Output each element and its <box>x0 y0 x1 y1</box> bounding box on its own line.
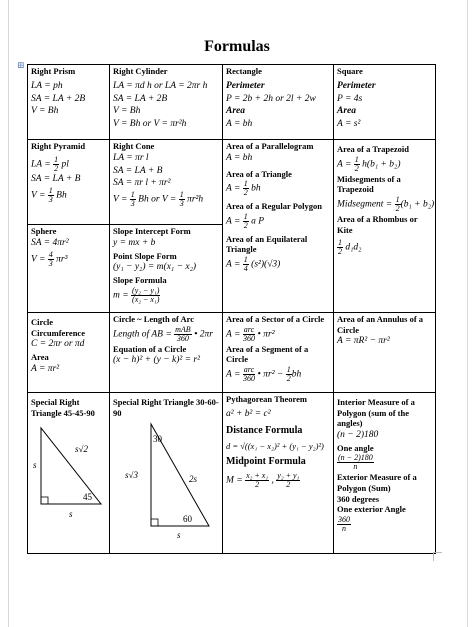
subheading: Perimeter <box>226 80 265 91</box>
formula: V = Bh <box>31 106 59 117</box>
cell-heading: Distance Formula <box>226 424 303 436</box>
formula: (n − 2)180 <box>337 429 379 440</box>
cell-heading: Right Cone <box>113 141 155 151</box>
bottom-angle-label: 60 <box>183 514 192 525</box>
cell-heading: Special Right Triangle 45-45-90 <box>31 397 95 418</box>
formulas-table <box>27 64 436 554</box>
cell-circle <box>28 313 110 393</box>
cell-heading: Rectangle <box>226 66 262 76</box>
table-row <box>28 140 436 225</box>
cell-rectangle <box>223 65 334 140</box>
subheading: Perimeter <box>337 80 376 91</box>
formula: $\frac{360}{n}$ <box>338 514 350 533</box>
formula: V = $\frac{4}{3}$ πr³ <box>31 249 68 268</box>
cell-heading: Midsegments of a Trapezoid <box>337 173 401 195</box>
formula: V = $\frac{1}{3}$ Bh or V = $\frac{1}{3}$ πr²h <box>113 190 204 209</box>
base-label: s <box>69 509 73 520</box>
formula: A = $\frac{1}{2}$ h(b₁ + b₂) <box>337 154 401 173</box>
leg-label: s√3 <box>125 470 138 481</box>
formula: A = $\frac{1}{2}$ bh <box>226 179 261 198</box>
cell-square <box>334 65 436 140</box>
hypotenuse-label: s√2 <box>75 444 88 455</box>
cell-heading: Sphere <box>31 226 57 236</box>
formula: V = $\frac{1}{3}$ Bh <box>31 185 67 204</box>
formula: LA = πd h or LA = 2πr h <box>113 80 208 91</box>
table-row <box>28 313 436 393</box>
cell-heading: Area of an Annulus of a Circle <box>337 314 424 335</box>
formula: P = 4s <box>337 93 363 104</box>
formula: LA = ph <box>31 80 63 91</box>
cell-sphere <box>28 225 110 313</box>
formula: (y₁ − y₂) = m(x₁ − x₂) <box>113 262 197 273</box>
cell-parallelogram <box>223 140 334 313</box>
cell-heading: Area of a Segment of a Circle <box>226 343 309 365</box>
formula: SA = LA + 2B <box>113 93 168 104</box>
cell-heading: Area of a Parallelogram <box>226 141 314 151</box>
table-move-handle-icon[interactable]: ⊞ <box>17 60 25 70</box>
formula: C = 2πr or πd <box>31 339 85 350</box>
cell-heading: Circle ~ Length of Arc <box>113 314 195 324</box>
cell-polygon-measures <box>334 393 436 554</box>
formula: SA = πr l + πr² <box>113 178 171 189</box>
cell-arc <box>110 313 223 393</box>
cell-heading: Interior Measure of a Polygon (sum of the angles) <box>337 397 415 429</box>
cell-triangle-45-45-90 <box>28 393 110 554</box>
cell-heading: Area of an Equilateral Triangle <box>226 233 308 255</box>
cell-heading: Area of a Sector of a Circle <box>226 314 325 324</box>
formula: P = 2b + 2h or 2l + 2w <box>226 93 316 104</box>
cell-heading: Square <box>337 66 363 76</box>
formula: A = bh <box>226 152 253 163</box>
formula: (x − h)² + (y − k)² = r² <box>113 355 200 366</box>
top-angle-label: 30 <box>153 434 162 445</box>
cell-sector <box>223 313 334 393</box>
cell-heading: Area of a Trapezoid <box>337 144 410 154</box>
formula: A = $\frac{1}{2}$ a P <box>226 211 265 230</box>
cell-triangle-30-60-90 <box>110 393 223 554</box>
formula: LA = $\frac{1}{2}$ pl <box>31 154 69 173</box>
formula: A = s² <box>337 119 361 130</box>
cell-heading: Circle <box>31 317 54 327</box>
formula: A = πR² − πr² <box>337 336 390 347</box>
cell-heading: Equation of a Circle <box>113 343 187 354</box>
cell-heading: Right Prism <box>31 66 76 76</box>
cell-right-cylinder <box>110 65 223 140</box>
formula: Midsegment = $\frac{1}{2}$ (b₁ + b₂) <box>337 194 435 213</box>
cell-pythagorean <box>223 393 334 554</box>
formula: a² + b² = c² <box>226 408 271 419</box>
formula: d = √((x₁ − x₂)² + (y₁ − y₂)²) <box>226 441 324 451</box>
cell-right-cone <box>110 140 223 225</box>
cell-heading: Area of a Triangle <box>226 168 292 179</box>
formula: SA = LA + B <box>113 165 163 176</box>
cell-heading: Right Cylinder <box>113 66 168 76</box>
table-row <box>28 65 436 140</box>
cell-right-prism <box>28 65 110 140</box>
cell-heading: Area <box>31 352 49 363</box>
formula: V = Bh <box>113 106 141 117</box>
cell-heading: Special Right Triangle 30-60-90 <box>113 397 219 418</box>
cell-heading: One angle <box>337 442 374 453</box>
cell-heading: Midpoint Formula <box>226 455 306 467</box>
formula: m = $\frac{\text{(y₂ − y₁)}}{\text{(x₂ − x₁)}}$ <box>113 285 160 304</box>
triangle-30-60-90-diagram <box>113 422 219 542</box>
formula: A = $\frac{\text{arc}}{360}$ • πr² − $\frac{1}{2}$ bh <box>226 364 302 383</box>
leg-label: s <box>33 460 37 471</box>
formula: LA = πr l <box>113 152 149 163</box>
base-label: s <box>177 530 181 541</box>
subheading: Area <box>337 106 356 117</box>
cell-heading: Slope Formula <box>113 275 167 285</box>
cell-heading: Area of a Rhombus or Kite <box>337 213 418 235</box>
formula: $\frac{1}{2}$ d₁d₂ <box>338 238 362 257</box>
formula: V = Bh or V = πr²h <box>113 119 187 130</box>
cell-heading: Point Slope Form <box>113 250 177 261</box>
angle-label: 45 <box>83 492 92 503</box>
cell-heading: Circumference <box>31 327 85 338</box>
cell-heading: Right Pyramid <box>31 141 86 151</box>
formula: A = $\frac{1}{4}$ (s²)(√3) <box>226 255 281 273</box>
table-row <box>28 393 436 554</box>
formula: Length of AB = $\frac{\text{mAB}}{360}$ • 2πr <box>113 324 213 343</box>
cell-right-pyramid <box>28 140 110 225</box>
formula: SA = 4πr² <box>31 237 69 248</box>
formula: A = bh <box>226 119 253 130</box>
formula: $\frac{(n - 2)180}{n}$ <box>338 453 373 472</box>
cell-annulus <box>334 313 436 393</box>
subheading: Area <box>226 106 245 117</box>
margin-mark <box>433 552 442 561</box>
cell-heading: 360 degrees <box>337 493 380 504</box>
formula: A = $\frac{\text{arc}}{360}$ • πr² <box>226 324 275 343</box>
formula: y = mx + b <box>113 237 156 248</box>
triangle-45-45-90-diagram <box>31 422 107 522</box>
cell-heading: Exterior Measure of a Polygon (Sum) <box>337 472 417 493</box>
cell-heading: One exterior Angle <box>337 504 406 515</box>
cell-heading: Pythagorean Theorem <box>226 394 307 404</box>
cell-trapezoid <box>334 140 436 313</box>
formula: M = $\frac{\text{x₂ + x₁}}{2}$ , $\frac{\text{y₂ + y₁}}{2}$ <box>226 471 300 490</box>
hypotenuse-label: 2s <box>189 474 198 485</box>
formula: SA = LA + B <box>31 173 81 184</box>
formula: A = πr² <box>31 363 60 374</box>
cell-heading: Area of a Regular Polygon <box>226 201 323 212</box>
cell-slope <box>110 225 223 313</box>
page-title: Formulas <box>204 38 270 55</box>
cell-heading: Slope Intercept Form <box>113 226 191 236</box>
formula: SA = LA + 2B <box>31 93 86 104</box>
